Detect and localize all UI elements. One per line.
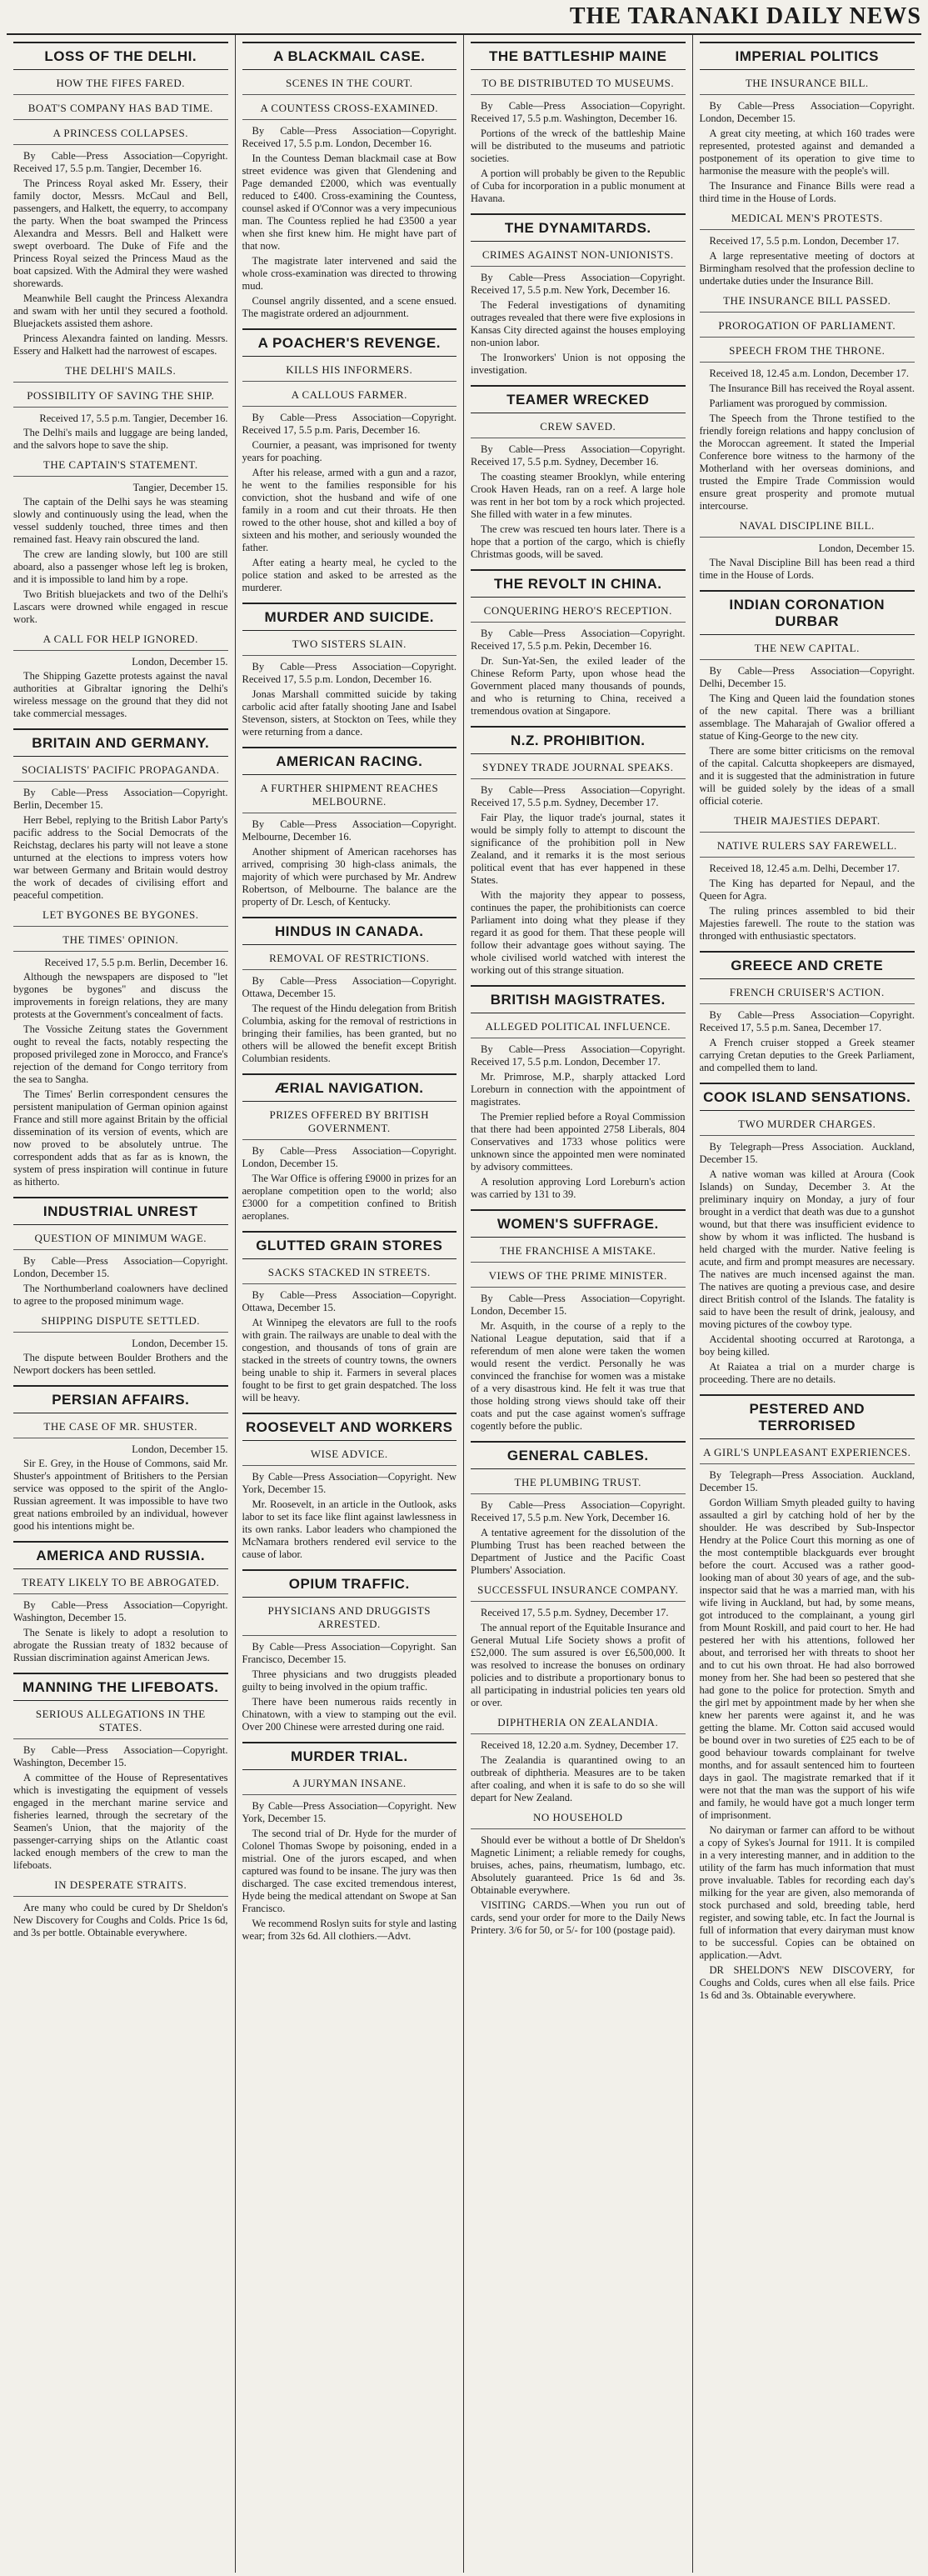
article-subheading: VIEWS OF THE PRIME MINISTER. — [471, 1269, 686, 1288]
article-paragraph: By Cable—Press Association—Copyright. Received 17, 5.5 p.m. Sanea, December 17. — [699, 1009, 915, 1033]
article-subheading: A COUNTESS CROSS-EXAMINED. — [242, 102, 457, 120]
article-paragraph: By Cable—Press Association—Copyright. Received 17, 5.5 p.m. London, December 16. — [242, 125, 457, 149]
article-headline: LOSS OF THE DELHI. — [13, 42, 228, 70]
article-subheading: THEIR MAJESTIES DEPART. — [700, 814, 916, 833]
article-subheading: THE INSURANCE BILL. — [700, 77, 916, 95]
article-paragraph: A French cruiser stopped a Greek steamer carrying Cretan deputies to the Greek Parliament, and compelled them to land. — [699, 1037, 915, 1073]
article-paragraph: By Cable—Press Association—Copyright. Received 17, 5.5 p.m. Paris, December 16. — [242, 412, 457, 436]
article-headline: BRITISH MAGISTRATES. — [471, 985, 686, 1013]
article-subheading: THE CAPTAIN'S STATEMENT. — [13, 458, 228, 477]
article-subheading: THE DELHI'S MAILS. — [13, 364, 228, 383]
article-headline: ROOSEVELT AND WORKERS — [242, 1413, 457, 1441]
article-paragraph: Mr. Roosevelt, in an article in the Outlook, asks labor to set its face like flint against lawlessness in its own ranks. Labor leaders who championed the McNamara brothers rendered evil service to the cause of labor. — [242, 1498, 457, 1560]
article-subheading: POSSIBILITY OF SAVING THE SHIP. — [13, 389, 228, 408]
article-subheading: TWO MURDER CHARGES. — [700, 1118, 916, 1136]
article-headline: MURDER AND SUICIDE. — [242, 603, 457, 631]
article-paragraph: By Cable—Press Association—Copyright. New York, December 15. — [242, 1471, 457, 1495]
article-paragraph: Jonas Marshall committed suicide by taking carbolic acid after fatally shooting Jane and Isabel Stevenson, sisters, at Stockton on Tees, while they were returning from a dance. — [242, 688, 457, 738]
article-paragraph: A tentative agreement for the dissolution of the Plumbing Trust has been reached between the Department of Justice and the Pacific Coast Plumbers' Association. — [471, 1527, 686, 1576]
article-subheading: THE PLUMBING TRUST. — [471, 1476, 686, 1494]
article-paragraph: By Telegraph—Press Association. Auckland, December 15. — [699, 1469, 915, 1493]
article-paragraph: Another shipment of American racehorses has arrived, comprising 30 high-class animals, the majority of which were purchased by Mr. Andrew Robertson, of Melbourne. The balance are the property of Dr. Lesch, of Kentucky. — [242, 846, 457, 908]
article-paragraph: Princess Alexandra fainted on landing. Messrs. Essery and Halkett had the narrowest of escapes. — [13, 333, 228, 357]
article-paragraph: By Cable—Press Association—Copyright. London, December 15. — [13, 1255, 228, 1279]
article-paragraph: No dairyman or farmer can afford to be without a copy of Sykes's Journal for 1911. It is compiled in a very interesting manner, and in addition to the utility of the farm has much information that must prove invaluable. Tables for recording each day's milking for the year are given, also memoranda of stock purchased and sold, breeding table, herd register, and sowing table, etc. In fact the Journal is full of information that every dairyman must know to be successful. Copies can be obtained on application.—Advt. — [699, 1824, 915, 1961]
article-headline: OPIUM TRAFFIC. — [242, 1569, 457, 1598]
article-paragraph: By Cable—Press Association—Copyright. London, December 15. — [242, 1145, 457, 1169]
column-1 — [7, 35, 236, 2573]
article-subheading: A FURTHER SHIPMENT REACHES MELBOURNE. — [242, 782, 457, 813]
article-paragraph: The King has departed for Nepaul, and the Queen for Agra. — [699, 878, 915, 902]
article-subheading: A CALLOUS FARMER. — [242, 388, 457, 407]
article-paragraph: The Princess Royal asked Mr. Essery, their family doctor, Messrs. McCaul and Bell, passengers, and Halkett, the equerry, to accompany the party. When the boat swamped the Princess Alexandra and Messrs. Bell and Halkett were swept overboard. The Duke of Fife and the Princess Royal seized the Princess Maud as the boat capsized. With the Admiral they were washed shorewards. — [13, 178, 228, 289]
article-headline: IMPERIAL POLITICS — [700, 42, 916, 70]
article-paragraph: The ruling princes assembled to bid their Majesties farewell. The route to the station was thronged with enthusiastic spectators. — [699, 905, 915, 942]
column-2 — [236, 35, 465, 2573]
article-subheading: TWO SISTERS SLAIN. — [242, 638, 457, 656]
article-paragraph: The Zealandia is quarantined owing to an outbreak of diphtheria. Measures are to be taken after coaling, and when it is safe to do so she will depart for New Zealand. — [471, 1754, 686, 1803]
article-subheading: THE INSURANCE BILL PASSED. — [700, 294, 916, 313]
article-subheading: A PRINCESS COLLAPSES. — [13, 127, 228, 145]
article-paragraph: Fair Play, the liquor trade's journal, states it would be simply folly to attempt to discount the significance of the prohibition poll in New Zealand, and it remarks it is the most serious political event that has ever happened in these States. — [471, 812, 686, 886]
article-subheading: CREW SAVED. — [471, 420, 686, 438]
article-paragraph: Counsel angrily dissented, and a scene ensued. The magistrate ordered an adjournment. — [242, 295, 457, 319]
article-subheading: PROROGATION OF PARLIAMENT. — [700, 319, 916, 338]
article-subheading: QUESTION OF MINIMUM WAGE. — [13, 1232, 228, 1250]
article-subheading: THE CASE OF MR. SHUSTER. — [13, 1420, 228, 1438]
article-paragraph: The King and Queen laid the foundation stones of the new capital. There was a brilliant assemblage. The Maharajah of Gwalior offered a statue of King-George to the new city. — [699, 693, 915, 742]
article-paragraph: Portions of the wreck of the battleship Maine will be distributed to the museums and patriotic societies. — [471, 128, 686, 164]
article-paragraph: The crew was rescued ten hours later. There is a hope that a portion of the cargo, which is chiefly Christmas goods, will be saved. — [471, 523, 686, 560]
article-subheading: NO HOUSEHOLD — [471, 1811, 686, 1829]
article-paragraph: Received 17, 5.5 p.m. Sydney, December 17. — [481, 1607, 669, 1618]
article-paragraph: Are many who could be cured by Dr Sheldon's New Discovery for Coughs and Colds. Price 1s 6d, and 3s per bottle. Obtainable everywhere. — [13, 1902, 228, 1938]
article-paragraph: The Times' Berlin correspondent censures the persistent manipulation of German opinion against France and still more against Britain by the official dissemination of its version of events, which are now proved to be absolutely untrue. The correspondent adds that as far as is known, the system of press inspiration will continue in future as hitherto. — [13, 1088, 228, 1188]
article-paragraph: Mr. Primrose, M.P., sharply attacked Lord Loreburn in connection with the appointment of magistrates. — [471, 1071, 686, 1108]
article-paragraph: A native woman was killed at Aroura (Cook Islands) on Sunday, December 3. At the preliminary inquiry on Monday, a jury of four brought in a verdict that death was due to a gunshot wound, but that there was insufficient evidence to show by whom it was inflicted. The husband is held charged with the murder. Native feeling is acute, and firm and prompt measures are necessary. The natives are much incensed against the man. The natives are quoting a previous case, and desire direct British control of the Islands. The fatality is said to have been the result of drink, jealousy, and moving pictures of the cowboy type. — [699, 1168, 915, 1330]
article-paragraph: By Cable—Press Association—Copyright. Ottawa, December 15. — [242, 1289, 457, 1313]
article-paragraph: After eating a hearty meal, he cycled to the police station and asked to be arrested as the murderer. — [242, 557, 457, 593]
article-paragraph: A portion will probably be given to the Republic of Cuba for incorporation in a public monument at Havana. — [471, 168, 686, 204]
article-headline: A POACHER'S REVENGE. — [242, 328, 457, 357]
article-paragraph: Received 18, 12.45 a.m. Delhi, December 17. — [709, 863, 900, 874]
dateline: London, December 15. — [132, 656, 228, 668]
article-paragraph: By Cable—Press Association—Copyright. Received 17, 5.5 p.m. New York, December 16. — [471, 1499, 686, 1523]
article-headline: AMERICAN RACING. — [242, 747, 457, 775]
article-subheading: SOCIALISTS' PACIFIC PROPAGANDA. — [13, 763, 228, 782]
article-subheading: SCENES IN THE COURT. — [242, 77, 457, 95]
article-subheading: HOW THE FIFES FARED. — [13, 77, 228, 95]
article-paragraph: By Cable—Press Association—Copyright. Ottawa, December 15. — [242, 975, 457, 999]
article-paragraph: DR SHELDON'S NEW DISCOVERY, for Coughs and Colds, cures when all else fails. Price 1s 6d and 3s. Obtainable everywhere. — [699, 1964, 915, 2001]
article-paragraph: At Raiatea a trial on a murder charge is proceeding. There are no details. — [699, 1361, 915, 1385]
article-paragraph: Meanwhile Bell caught the Princess Alexandra and swam with her until they secured a foothold. Bluejackets assisted them ashore. — [13, 293, 228, 329]
article-headline: AMERICA AND RUSSIA. — [13, 1541, 228, 1569]
article-headline: INDIAN CORONATION DURBAR — [700, 590, 916, 635]
article-paragraph: By Cable—Press Association—Copyright. London, December 15. — [699, 100, 915, 124]
article-subheading: NAVAL DISCIPLINE BILL. — [700, 519, 916, 538]
article-headline: HINDUS IN CANADA. — [242, 917, 457, 945]
masthead: THE TARANAKI DAILY NEWS — [7, 0, 921, 35]
article-paragraph: VISITING CARDS.—When you run out of cards, send your order for more to the Daily News Printery. 3/6 for 50, or 5/- for 100 (postage paid). — [471, 1899, 686, 1936]
dateline: Received 17, 5.5 p.m. Tangier, December 16. — [39, 413, 228, 424]
article-paragraph: Although the newspapers are disposed to "let bygones be bygones" and discuss the improvements in foreign relations, they are many protests at the Government's concealment of facts. — [13, 971, 228, 1020]
article-paragraph: The coasting steamer Brooklyn, while entering Crook Haven Heads, ran on a reef. A large hole was rent in her bot tom by a rock which projected. She filled with water in a few minutes. — [471, 471, 686, 520]
article-paragraph: By Cable—Press Association—Copyright. Berlin, December 15. — [13, 787, 228, 811]
article-paragraph: The Premier replied before a Royal Commission that there had been appointed 2758 Liberals, 804 Conservatives and 1733 whose politics were unknown since the appointed men were nominated by advisory committees. — [471, 1111, 686, 1173]
article-subheading: IN DESPERATE STRAITS. — [13, 1878, 228, 1897]
article-paragraph: By Cable—Press Association—Copyright. Washington, December 15. — [13, 1744, 228, 1768]
article-subheading: NATIVE RULERS SAY FAREWELL. — [700, 839, 916, 858]
article-subheading: MEDICAL MEN'S PROTESTS. — [700, 212, 916, 230]
article-paragraph: Herr Bebel, replying to the British Labor Party's pacific address to the Social Democrats of the Reichstag, declares his party will not leave a stone unturned at the elections to impress voters how war between Germany and Britain would destroy the work of decades of civilising effort and peaceful competition. — [13, 814, 228, 901]
article-paragraph: At Winnipeg the elevators are full to the roofs with grain. The railways are unable to deal with the congestion, and thousands of tons of grain are stacked in the streets of country towns, the owners being unable to ship it. Farmers in several places fought to be first to get grain despatched. The loss will be heavy. — [242, 1317, 457, 1403]
article-paragraph: By Cable—Press Association—Copyright. London, December 15. — [471, 1293, 686, 1317]
article-paragraph: Mr. Asquith, in the course of a reply to the National League deputation, said that if a referendum of men alone were taken the women would resent the verdict. Personally he was convinced the franchise for women was a mistake of a very disastrous kind. He felt it was true that those holding strong views should take off their coats and put the case against women's suffrage cogently before the public. — [471, 1320, 686, 1432]
article-paragraph: Parliament was prorogued by commission. — [709, 398, 888, 409]
article-subheading: THE NEW CAPITAL. — [700, 642, 916, 660]
article-paragraph: By Cable—Press Association—Copyright. Washington, December 15. — [13, 1599, 228, 1623]
article-paragraph: In the Countess Deman blackmail case at Bow street evidence was given that Glendening and Page demanded £2000, which was eventually reduced to £400. Cross-examining the Countess, counsel asked if O'Connor was a very impecunious man. The Countess replied he had £3500 a year when she first knew him. He might have part of that now. — [242, 153, 457, 252]
dateline: London, December 15. — [132, 1338, 228, 1349]
column-3 — [464, 35, 693, 2573]
article-paragraph: The Shipping Gazette protests against the naval authorities at Gibraltar ignoring the Delhi's wireless message on the ground that they did not take commercial messages. — [13, 670, 228, 719]
article-headline: GENERAL CABLES. — [471, 1441, 686, 1469]
article-paragraph: By Cable—Press Association—Copyright. Received 17, 5.5 p.m. London, December 16. — [242, 661, 457, 685]
article-paragraph: A large representative meeting of doctors at Birmingham resolved that the profession decline to undertake duties under the Insurance Bill. — [699, 250, 915, 287]
article-paragraph: The Naval Discipline Bill has been read a third time in the House of Lords. — [699, 557, 915, 581]
article-subheading: CRIMES AGAINST NON-UNIONISTS. — [471, 248, 686, 267]
article-paragraph: Cournier, a peasant, was imprisoned for twenty years for poaching. — [242, 439, 457, 463]
article-subheading: SHIPPING DISPUTE SETTLED. — [13, 1314, 228, 1333]
article-paragraph: By Cable—Press Association—Copyright. Received 17, 5.5 p.m. Pekin, December 16. — [471, 628, 686, 652]
article-paragraph: A committee of the House of Representatives which is investigating the equipment of vessels engaged in the merchant marine service and fisheries learned, through the secretary of the Seamen's Union, that the majority of the passenger-carrying ships on the Atlantic coast lacked enough members of the crew to man the lifeboats. — [13, 1772, 228, 1871]
article-subheading: A JURYMAN INSANE. — [242, 1777, 457, 1795]
article-paragraph: The captain of the Delhi says he was steaming slowly and continuously using the lead, when the vessel suddenly touched, three times and then remained fast. Heavy rain obscured the land. — [13, 496, 228, 545]
article-paragraph: The War Office is offering £9000 in prizes for an aeroplane competition open to the world; also £3000 for a competition confined to British aeroplanes. — [242, 1173, 457, 1222]
article-headline: A BLACKMAIL CASE. — [242, 42, 457, 70]
article-paragraph: The dispute between Boulder Brothers and the Newport dockers has been settled. — [13, 1352, 228, 1376]
article-paragraph: Received 17, 5.5 p.m. London, December 17. — [709, 235, 900, 247]
article-subheading: WISE ADVICE. — [242, 1448, 457, 1466]
article-paragraph: Three physicians and two druggists pleaded guilty to being involved in the opium traffic. — [242, 1668, 457, 1693]
article-headline: PERSIAN AFFAIRS. — [13, 1385, 228, 1413]
article-paragraph: The magistrate later intervened and said the whole cross-examination was directed to throwing mud. — [242, 255, 457, 292]
article-headline: COOK ISLAND SENSATIONS. — [700, 1083, 916, 1111]
article-paragraph: The Senate is likely to adopt a resolution to abrogate the Russian treaty of 1832 because of Russian discrimination against American Jews. — [13, 1627, 228, 1663]
dateline: London, December 15. — [132, 1443, 228, 1455]
article-headline: N.Z. PROHIBITION. — [471, 726, 686, 754]
article-subheading: KILLS HIS INFORMERS. — [242, 363, 457, 382]
column-4 — [693, 35, 922, 2573]
article-paragraph: The Federal investigations of dynamiting outrages revealed that there were five explosions in Kansas City directed against the houses employing non-union labor. — [471, 299, 686, 348]
article-paragraph: By Cable—Press Association—Copyright. Received 17, 5.5 p.m. Tangier, December 16. — [13, 150, 228, 174]
article-paragraph: By Cable—Press Association—Copyright. Received 17, 5.5 p.m. New York, December 16. — [471, 272, 686, 296]
article-paragraph: By Telegraph—Press Association. Auckland, December 15. — [699, 1141, 915, 1165]
article-headline: MANNING THE LIFEBOATS. — [13, 1673, 228, 1701]
article-paragraph: By Cable—Press Association—Copyright. Received 17, 5.5 p.m. Washington, December 16. — [471, 100, 686, 124]
article-paragraph: Gordon William Smyth pleaded guilty to having assaulted a girl by catching hold of her by the shoulder. He was described by Sub-Inspector Hendry at the Police Court this morning as one of the most contemptible blackguards ever brought before the court. Accused was a rather good-looking man of about 30 years of age, and the sub-inspector said that he was a married man, with his wife living in Auckland, but had, by some means, got introduced to the complainant, a young girl from Mount Roskill, and paid court to her. He had pestered her with his attentions, followed her about, and terrorised her with threats to shoot her and to cut his own throat. He had also borrowed money from her. She had been so pestered that she had gone to the police for protection. Smyth and the girl met by appointment made by her when she knew her parents were against it, and he was getting the blame. Mr. Cotton said accused would be bound over in two sureties of £25 each to be of good behaviour towards complainant for twelve months, and for assault sentenced him to fourteen days in gaol. The magistrate remarked that if it were not that the man was the support of his wife and family, he would have got a much longer term of imprisonment. — [699, 1497, 915, 1821]
article-paragraph: The crew are landing slowly, but 100 are still aboard, also a passenger whose left leg is broken, and it is impossible to land him by a rope. — [13, 548, 228, 585]
article-paragraph: By Cable—Press Association—Copyright. Melbourne, December 16. — [242, 818, 457, 843]
article-paragraph: By Cable—Press Association—Copyright. San Francisco, December 15. — [242, 1641, 457, 1665]
article-paragraph: The Northumberland coalowners have declined to agree to the proposed minimum wage. — [13, 1283, 228, 1307]
article-subheading: THE TIMES' OPINION. — [13, 933, 228, 952]
article-paragraph: Two British bluejackets and two of the Delhi's Lascars were drowned while engaged in rescue work. — [13, 588, 228, 625]
article-paragraph: We recommend Roslyn suits for style and lasting wear; from 32s 6d. All clothiers.—Advt. — [242, 1918, 457, 1942]
article-subheading: SERIOUS ALLEGATIONS IN THE STATES. — [13, 1708, 228, 1739]
article-paragraph: Sir E. Grey, in the House of Commons, said Mr. Shuster's appointment of Britishers to the Persian service was opposed to the spirit of the Anglo-Russian agreement. It was impossible to have two great nations embroiled by an individual, however good his intentions might be. — [13, 1458, 228, 1532]
article-headline: THE REVOLT IN CHINA. — [471, 569, 686, 598]
article-headline: THE DYNAMITARDS. — [471, 213, 686, 242]
article-headline: PESTERED AND TERRORISED — [700, 1394, 916, 1439]
article-headline: WOMEN'S SUFFRAGE. — [471, 1209, 686, 1238]
article-paragraph: By Cable—Press Association—Copyright. Received 17, 5.5 p.m. Sydney, December 16. — [471, 443, 686, 468]
article-paragraph: The Vossiche Zeitung states the Government ought to reveal the facts, notably respecting the proposed privileged zone in Morocco, and France's rejection of the demand for Congo territory from the sea to Sangha. — [13, 1023, 228, 1085]
dateline: Received 17, 5.5 p.m. Berlin, December 16. — [44, 957, 228, 968]
article-paragraph: Dr. Sun-Yat-Sen, the exiled leader of the Chinese Reform Party, upon whose head the Government placed many thousands of pounds, and who is returning to China, received a tremendous ovation at Singapore. — [471, 655, 686, 717]
article-paragraph: By Cable—Press Association—Copyright. Delhi, December 15. — [699, 665, 915, 689]
article-subheading: DIPHTHERIA ON ZEALANDIA. — [471, 1716, 686, 1734]
article-subheading: A GIRL'S UNPLEASANT EXPERIENCES. — [700, 1446, 916, 1464]
article-headline: GREECE AND CRETE — [700, 951, 916, 979]
article-paragraph: The request of the Hindu delegation from British Columbia, asking for the removal of restrictions in bringing their families, has been granted, but no others will be allowed the benefit except British Columbian residents. — [242, 1003, 457, 1064]
article-subheading: SYDNEY TRADE JOURNAL SPEAKS. — [471, 761, 686, 779]
article-paragraph: The second trial of Dr. Hyde for the murder of Colonel Thomas Swope by poisoning, ended in a mistrial. One of the jurors escaped, and when captured was found to be insane. The jury was then discharged. The case excited tremendous interest, Hyde being the medical attendant on Swope at San Francisco. — [242, 1828, 457, 1914]
article-paragraph: There have been numerous raids recently in Chinatown, with a view to stamping out the evil. Over 200 Chinese were arrested during one raid. — [242, 1696, 457, 1733]
dateline: London, December 15. — [818, 543, 915, 554]
article-paragraph: Received 18, 12.45 a.m. London, December 17. — [709, 368, 910, 379]
article-paragraph: By Cable—Press Association—Copyright. New York, December 15. — [242, 1800, 457, 1824]
article-subheading: BOAT'S COMPANY HAS BAD TIME. — [13, 102, 228, 120]
article-paragraph: By Cable—Press Association—Copyright. Received 17, 5.5 p.m. London, December 17. — [471, 1043, 686, 1068]
article-headline: INDUSTRIAL UNREST — [13, 1197, 228, 1225]
article-paragraph: A resolution approving Lord Loreburn's action was carried by 131 to 39. — [471, 1176, 686, 1200]
article-headline: THE BATTLESHIP MAINE — [471, 42, 686, 70]
dateline: Tangier, December 15. — [132, 482, 228, 493]
article-paragraph: The Delhi's mails and luggage are being landed, and the salvors hope to save the ship. — [13, 427, 228, 451]
article-paragraph: After his release, armed with a gun and a razor, he went to the families responsible for his conviction, shot the husband and wife of one family in a room and cut their throats. He then rowed to the other house, shot and killed a boy of sixteen and his mother, and seriously wounded the father. — [242, 467, 457, 553]
article-paragraph: The Ironworkers' Union is not opposing the investigation. — [471, 352, 686, 376]
article-paragraph: The Speech from the Throne testified to the friendly foreign relations and happy conclusion of the Moroccan agreement. It stated the Imperial Conference bore witness to the harmony of the Motherland with her overseas dominions, and trusted the Empire Trade Commission would ensure great prosperity and promote mutual intercourse. — [699, 413, 915, 512]
article-headline: ÆRIAL NAVIGATION. — [242, 1073, 457, 1102]
article-subheading: THE FRANCHISE A MISTAKE. — [471, 1244, 686, 1263]
article-headline: GLUTTED GRAIN STORES — [242, 1231, 457, 1259]
article-paragraph: By Cable—Press Association—Copyright. Received 17, 5.5 p.m. Sydney, December 17. — [471, 784, 686, 808]
article-paragraph: The annual report of the Equitable Insurance and General Mutual Life Society shows a profit of £52,000. The sum assured is over £6,500,000. It was resolved to increase the bonuses on ordinary policies and to distribute a proportionary bonus to all participating in industrial policies ten years old or over. — [471, 1622, 686, 1708]
article-paragraph: Accidental shooting occurred at Rarotonga, a boy being killed. — [699, 1333, 915, 1358]
article-subheading: REMOVAL OF RESTRICTIONS. — [242, 952, 457, 970]
article-subheading: SACKS STACKED IN STREETS. — [242, 1266, 457, 1284]
article-paragraph: Received 18, 12.20 a.m. Sydney, December 17. — [481, 1739, 679, 1751]
article-subheading: PHYSICIANS AND DRUGGISTS ARRESTED. — [242, 1604, 457, 1636]
article-paragraph: There are some bitter criticisms on the removal of the capital. Calcutta shopkeepers are dismayed, and it is suggested that the administration in future will be guided solely by the ideas of a small official coterie. — [699, 745, 915, 807]
article-paragraph: The Insurance and Finance Bills were read a third time in the House of Lords. — [699, 180, 915, 204]
article-subheading: SPEECH FROM THE THRONE. — [700, 344, 916, 363]
article-subheading: SUCCESSFUL INSURANCE COMPANY. — [471, 1583, 686, 1602]
article-headline: TEAMER WRECKED — [471, 385, 686, 413]
article-paragraph: With the majority they appear to possess, continues the paper, the prohibitionists can coerce Parliament into doing what they please if they regard it as good for them. That these people will follow their advantage goes without saying. The whole civilised world watched with interest the working out of this strange situation. — [471, 889, 686, 976]
article-subheading: TREATY LIKELY TO BE ABROGATED. — [13, 1576, 228, 1594]
article-headline: MURDER TRIAL. — [242, 1742, 457, 1770]
article-subheading: CONQUERING HERO'S RECEPTION. — [471, 604, 686, 623]
article-subheading: FRENCH CRUISER'S ACTION. — [700, 986, 916, 1004]
article-headline: BRITAIN AND GERMANY. — [13, 728, 228, 757]
article-subheading: ALLEGED POLITICAL INFLUENCE. — [471, 1020, 686, 1038]
article-paragraph: A great city meeting, at which 160 trades were represented, protested against and demanded a postponement of its operation to give time to harmonise the measure with the people's will. — [699, 128, 915, 177]
article-paragraph: Should ever be without a bottle of Dr Sheldon's Magnetic Liniment; a reliable remedy for coughs, bruises, aches, pains, rheumatism, lumbago, etc. Absolutely guaranteed. Price 1s 6d and 3s. Obtainable everywhere. — [471, 1834, 686, 1896]
article-paragraph: The Insurance Bill has received the Royal assent. — [709, 383, 915, 394]
article-subheading: TO BE DISTRIBUTED TO MUSEUMS. — [471, 77, 686, 95]
article-subheading: PRIZES OFFERED BY BRITISH GOVERNMENT. — [242, 1108, 457, 1140]
article-subheading: A CALL FOR HELP IGNORED. — [13, 633, 228, 651]
article-subheading: LET BYGONES BE BYGONES. — [13, 908, 228, 927]
columns — [7, 35, 921, 2573]
